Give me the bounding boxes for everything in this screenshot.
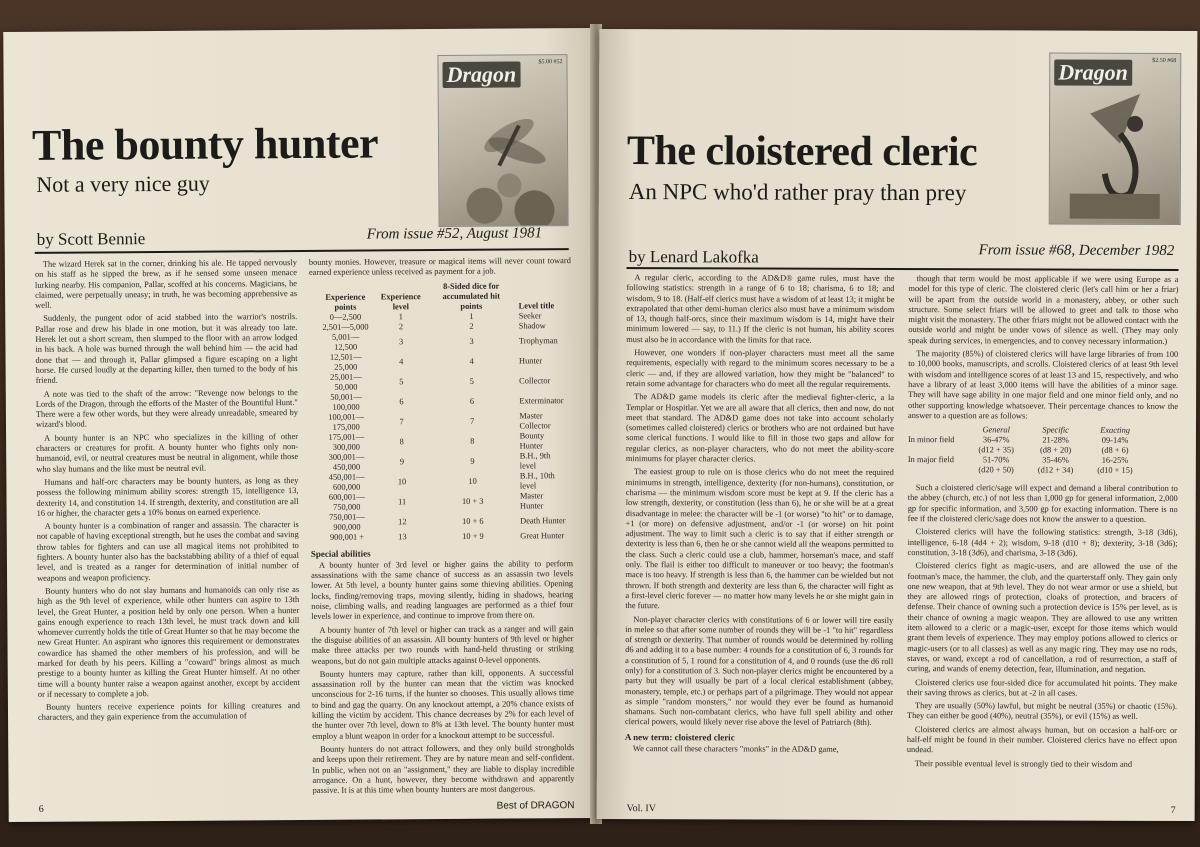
article-subtitle: An NPC who'd rather pray than prey — [628, 179, 967, 206]
sage-table-dice: (d20 + 50) — [978, 465, 1014, 475]
cloistered-cleric-paragraph: However, one wonders if non-player characters must meet all the same requirements, especially with regard to the minimum scores necessary to be a cleric — and, if they are allowed variation, how they might be "balanced" to retain some advantage for characters who do meet all the regular requirements. — [626, 348, 895, 389]
xp-table-header: 8-Sided dice for accumulated hit points — [442, 281, 501, 311]
bounty-hunter-paragraph: Bounty hunters receive experience points for killing creatures and characters, and they gain experience from the accumulation of — [38, 701, 300, 723]
bounty-hunter-paragraph: A note was tied to the shaft of the arrow: "Revenge now belongs to the Lords of the Dragon, through the efforts of the Master of the Bountiful Hunt." There were a few other words, but they were already unreadable, smeared by wizard's blood. — [35, 387, 298, 430]
xp-table-cell: 25,001—50,000 — [330, 372, 362, 392]
xp-table-row — [317, 331, 571, 353]
sage-table-header: Exacting — [1100, 425, 1131, 435]
source-note: From issue #52, August 1981 — [366, 225, 543, 243]
xp-table-cell: 900,001 + — [329, 532, 365, 542]
byline: by Lenard Lakofka — [628, 247, 759, 267]
cloistered-cleric-paragraph: though that term would be most applicable if we were using Europe as a model for this type of cleric. The cloistered cleric (let's call him or her a friar) will be apart from the outside world in a monastery, abbey, or other such structure. Some select friars will be allowed to greet and talk to those who might visit the monastery. The other friars might not be allowed contact with the outside world and might be under vows of silence as well. (They may only speak during services, in emergencies, and to convey necessary information.) — [908, 274, 1179, 346]
xp-table-row — [319, 511, 573, 533]
xp-table-cell: 175,001—300,000 — [328, 432, 365, 452]
article-subtitle: Not a very nice guy — [36, 170, 210, 197]
sage-table-cell: 36-47% — [982, 435, 1010, 445]
sage-table-dice: (d12 + 34) — [1037, 465, 1074, 475]
xp-table-cell: 1 — [469, 311, 474, 321]
xp-table-cell: 9 — [399, 456, 405, 466]
cloistered-cleric-paragraph: Such a cloistered cleric/sage will expect and demand a liberal contribution to the abbey (church, etc.) of not less than 1,000 gp for general information, 2,000 gp for specific information, and 3,500 gp for exacting information. There is no fee if the cloistered cleric/sage does not know the answer to a question. — [907, 483, 1178, 524]
sage-table-dice: (d8 + 6) — [1101, 445, 1129, 455]
xp-table-cell: 2 — [398, 321, 404, 331]
sage-table-header: General — [982, 425, 1010, 435]
xp-table-cell: 11 — [398, 496, 407, 506]
volume-label: Vol. IV — [626, 803, 656, 815]
xp-table-row — [318, 411, 572, 433]
xp-table-cell: 10 — [397, 476, 407, 486]
cloistered-cleric-paragraph: Cloistered clerics will have the following statistics: strength, 3-18 (3d6), intelligence, 6-18 (4d4 + 2); wisdom, 9-18 (d10 + 8); dexterity, 3-18 (3d6); constitution, 3-18 (3d6), and charisma, 3-18 (3d6). — [907, 527, 1178, 558]
xp-table-cell: 10 — [468, 476, 477, 486]
xp-table-cell: Great Hunter — [520, 530, 565, 541]
right-column-1 — [625, 273, 895, 804]
xp-table-cell: 9 — [470, 456, 475, 466]
xp-table-cell: 12 — [398, 516, 407, 526]
xp-table-cell: 8 — [470, 436, 475, 446]
xp-table-cell: Exterminator — [519, 395, 564, 406]
xp-table-header: Experience points — [325, 292, 366, 312]
special-abilities-heading: Special abilities — [310, 548, 371, 559]
sage-table-row — [908, 435, 1145, 446]
xp-table — [317, 281, 573, 543]
folio-title: Best of DRAGON — [496, 800, 575, 812]
xp-table-cell: Master Hunter — [519, 490, 544, 511]
xp-table-cell: 6 — [399, 396, 404, 406]
special-abilities-paragraph: A bounty hunter of 3rd level or higher gains the ability to perform assassinations with the same chance of success as an assassin two levels lower. At 5th level, a bounty hunter gains some thieving abilities. Opening locks, finding/removing traps, moving silently, hiding in shadows, hearing noise, climbing walls, and reading languages are performed as a thief four levels lower in experience, and continue to improve from there on. — [311, 558, 574, 622]
xp-table-cell: 8 — [399, 436, 404, 446]
xp-table-header: Experience level — [380, 291, 421, 311]
xp-table-cell: 450,001—600,000 — [328, 472, 365, 492]
special-abilities-paragraph: Bounty hunters do not attract followers, and they only build strongholds and keeps upon their retirement. They are by nature mean and self-confident. In public, when not on an "assignment," they are liable to display incredible arrogance. On a hunt, however, they become withdrawn and apparently passive. It is at this time when bounty hunters are most dangerous. — [312, 743, 575, 796]
sage-table-cell: 21-28% — [1042, 435, 1069, 445]
xp-table-row — [318, 471, 572, 493]
sage-table-dice-row — [908, 465, 1145, 476]
sage-table-dice: (d8 + 20) — [1039, 445, 1072, 455]
xp-table-cell: Shadow — [518, 320, 546, 331]
left-column-2 — [309, 256, 575, 800]
sage-table-dice: (d10 + 15) — [1097, 465, 1133, 475]
cover-price: $2.50 #68 — [1152, 57, 1177, 64]
xp-table-cell: 1 — [398, 311, 404, 321]
xp-table-cell: 6 — [469, 396, 475, 406]
cloistered-cleric-paragraph: The majority (85%) of cloistered clerics will have large libraries of from 100 to 10,000 books, manuscripts, and scrolls. Cloistered clerics of at least 9th level with wisdom and intelligence scores of at least 13 and 15, respectively, and who have a library of at least 3,000 items will have the abilities of a minor sage. They will have sage ability in one major field and one minor field only, and no other supporting knowledge whatsoever. Their percentage chances to know the answer to a question are as follows: — [908, 349, 1179, 421]
cover-logo: Dragon — [1054, 60, 1132, 86]
cloistered-cleric-paragraph: Non-player character clerics with constitutions of 6 or lower will tire easily in melee so that after some number of rounds they will be -1 "to hit" regardless of strength or dexterity. That number of rounds would be determined by rolling d6 and adding it to a base number: 4 rounds for a constitution of 6, 3 rounds for a constitution of 5, 1 round for a constitution of 4, and 0 rounds (use the d6 roll only) for a constitution of 3. Such non-player clerics might be encountered by a party but they will usually be part of a local clerical establishment (abbey, monastery, temple, etc.) or perhaps part of a pilgrimage. They would not appear as simple "random monsters," nor would they ever be found as humanoid shamans. Such non-combatant clerics, who have full spell ability and other clerical powers, would likely never rise above the level of Patriarch (8th). — [624, 614, 894, 728]
dragon-illustration — [1050, 54, 1181, 224]
sage-table-cell: 16-25% — [1101, 455, 1129, 465]
xp-table-cell: B.H., 10th level — [519, 470, 555, 491]
header-rule — [627, 267, 1179, 271]
sage-table-cell: 51-70% — [982, 455, 1010, 465]
cloistered-cleric-paragraph: They are usually (50%) lawful, but might be neutral (35%) or chaotic (15%). They can either be good (40%), neutral (35%), or evil (15%) as well. — [906, 701, 1178, 722]
cloistered-cleric-paragraph: Cloistered clerics fight as magic-users, and are allowed the use of the footman's mace, the hammer, the club, and the quarterstaff only. They gain only one new weapon, that at 9th level. They do not wear armor or use a shield, but they are allowed rings of protection, cloaks of protection, and bracers of defense. Their chance of owning such a protection device is 15% per level, as is their chance of owning a magic weapon. They are allowed to use any written item allowed to a cleric or a magic-user, except for those items which would grant them levels of experience. They may employ potions allowed to clerics or magic-users (or to all classes) as well as any magic ring. They may use no rods, staves, or wand, except a rod of cancellation, a rod of resurrection, a staff of curing, and wands of enemy detection, fear, illumination, and negation. — [907, 561, 1178, 675]
xp-table-cell: 5,001—12,500 — [331, 332, 360, 352]
byline: by Scott Bennie — [36, 229, 146, 249]
sage-table-dice: (d12 + 35) — [978, 445, 1014, 455]
xp-table-cell: 0—2,500 — [329, 312, 362, 322]
left-column-1 — [35, 258, 301, 802]
xp-table-row — [318, 451, 572, 473]
xp-table-cell: 5 — [469, 376, 474, 386]
xp-table-cell: Trophyman — [518, 335, 558, 346]
xp-table-cell: 600,001—750,000 — [328, 492, 365, 512]
xp-table-cell: Master Collector — [519, 410, 551, 431]
xp-table-row — [317, 351, 571, 373]
special-abilities-paragraph: A bounty hunter of 7th level or higher can track as a ranger and will gain the disguise abilities of an assassin. All bounty hunters of 9th level or higher make three attacks per two rounds with hand-held thrusting or striking weapons, but do not gain multiple attacks against 0-level opponents. — [311, 623, 574, 666]
xp-table-cell: Hunter — [518, 355, 543, 366]
xp-table-cell: Seeker — [518, 310, 542, 321]
article-title: The bounty hunter — [31, 118, 379, 170]
xp-table-cell: 4 — [399, 356, 404, 366]
cloistered-cleric-paragraph: The easiest group to rule on is those clerics who do not meet the required minimums in strength, intelligence, dexterity (for non-humans), constitution, or charisma — the minimum wisdom score must be kept at 9. If the cleric has a low strength, dexterity, or constitution (less than 6), he or she will be at a great disadvantage in melee: the character will be -1 (or worse) "to hit" or to damage, +1 (or more) on defensive adjustment, and/or -1 (or worse) on hit point adjustment. The way to limit such a cleric is to say that if either strength or dexterity is less than 6, then he or she cannot wield all the weapons permitted to the class. Such a cleric could use a club, hammer, horseman's mace, and staff only. The flail is either too difficult to maneuver or too heavy; the footman's mace is too heavy. If strength is less than 6, the hammer can be wielded but not thrown. If both strength and dexterity are less than 6, the character will fight as a first-level cleric forever — no matter how many levels he or she might gain in the future. — [625, 467, 894, 611]
dragonfly-illustration — [438, 55, 567, 226]
bounty-hunter-paragraph: The wizard Herek sat in the corner, drinking his ale. He tapped nervously on his staff as he sipped the brew, as if he sensed some unseen menace lurking nearby. His companion, Pallar, scoffed at his concerns. Magicians, he claimed, were perpetually uneasy; in truth, he was becoming apprehensive as well. — [34, 258, 298, 311]
xp-table-cell: Bounty Hunter — [519, 430, 545, 451]
page-number: 7 — [1170, 804, 1176, 816]
xp-table-cell: 2 — [469, 321, 474, 331]
xp-table-cell: 300,001—450,000 — [328, 452, 365, 472]
sage-table-cell: 35-46% — [1042, 455, 1069, 465]
sage-table-label: In major field — [907, 455, 954, 465]
xp-table-cell: 10 + 3 — [461, 496, 484, 506]
xp-table-cell: 50,001—100,000 — [330, 392, 362, 412]
cloistered-cleric-paragraph: Cloistered clerics use four-sided dice for accumulated hit points. They make their saving throws as clerics, but at -2 in all cases. — [907, 677, 1178, 698]
sage-table-cell: 09-14% — [1101, 435, 1129, 445]
sage-table-row — [908, 455, 1145, 466]
special-abilities-paragraph: Bounty hunters may capture, rather than kill, opponents. A successful assassination roll by the hunter can mean that the victim was knocked unconscious for 2-16 turns, if the hunter so chooses. This usually allows time to bind and gag the quarry. On any knockout attempt, a 20% chance exists of killing the victim by accident. This chance decreases by 2% for each level of the hunter over 7th level, down to 8% at 13th level. The bounty hunter must employ a blunt weapon in order for a knockout attempt to be successful. — [311, 667, 575, 741]
cloistered-cleric-paragraph: A regular cleric, according to the AD&D® game rules, must have the following statistics: strength in a range of 6 to 18; charisma, 6 to 18; and wisdom, 9 to 18. (Half-elf clerics must have a wisdom of at least 13; it might be extrapolated that other demi-human clerics also must have a minimum wisdom of 13, though half-orcs, since their maximum wisdom is 14, might have their minimum lowered — say, to 11.) If the cleric is not human, his ability scores must also be in accordance with the limits for that race. — [626, 273, 895, 345]
xp-table-row — [318, 491, 572, 513]
xp-table-cell: 4 — [469, 356, 474, 366]
source-note: From issue #68, December 1982 — [978, 242, 1175, 259]
sage-chance-table — [908, 425, 1145, 476]
xp-table-cell: B.H., 9th level — [519, 450, 551, 471]
bounty-hunter-paragraph: A bounty hunter is an NPC who specializes in the killing of other characters or creatures for profit. A bounty hunter who fights only non-humanoid, evil, or neutral creatures must be neutral in alignment, while those who slay humans and the like must be neutral evil. — [36, 431, 299, 474]
xp-table-cell: 2,501—5,000 — [322, 322, 369, 332]
xp-table-cell: 12,501—25,000 — [329, 352, 362, 372]
cover-price: $5.00 #52 — [538, 59, 563, 66]
xp-table-cell: 10 + 6 — [462, 516, 484, 526]
cloistered-cleric-paragraph: The AD&D game models its cleric after the medieval fighter-cleric, a la Templar or Hospitlar. Yet we are all aware that all clerics, then and now, do not meet that standard. The AD&D game does not take into account scholarly (sometimes called cloistered) clerics or brothers who are not ordained but have some clerical functions. I would like to fill in those two gaps and allow for regular clerics, as non-player characters, who do not meet the ability-score minimums for player character clerics. — [625, 392, 895, 464]
cover-logo: Dragon — [442, 61, 520, 88]
xp-table-cell: Death Hunter — [520, 515, 566, 526]
xp-table-cell: 100,001—175,000 — [328, 412, 364, 432]
xp-table-cell: 10 + 9 — [462, 531, 484, 541]
xp-table-cell: 3 — [469, 336, 474, 346]
dragon-cover-68 — [1049, 53, 1182, 225]
xp-table-row — [318, 431, 572, 453]
right-column-2 — [907, 274, 1179, 805]
xp-table-cell: Collector — [519, 375, 551, 386]
page-number: 6 — [38, 803, 44, 815]
new-term-heading: A new term: cloistered cleric — [624, 731, 735, 743]
xp-table-cell: 5 — [399, 376, 404, 386]
bounty-hunter-paragraph: Bounty hunters who do not slay humans and humanoids can only rise as high as the 9th level of experience, while other hunters can aspire to 13th level, the Great Hunter, a position held by only one person. When a hunter gains enough experience to reach 13th level, he must track down and kill whomever currently holds the title of Great Hunter so that he may become the new Great Hunter. An aspirant who ignores this requirement or demonstrates cowardice has shamed the other members of his profession, and will be marked for death by his peers. Killing a "coward" brings almost as much prestige to a bounty hunter as killing the Great Hunter himself. At no other time will a bounty hunter raise a weapon against another, except by accident or if necessary to complete a job. — [37, 584, 300, 699]
xp-table-cell: 7 — [470, 416, 475, 426]
bounty-hunter-paragraph: A bounty hunter is a combination of ranger and assassin. The character is not capable of having exceptional strength, but he uses the combat and saving throw tables for fighters and can use all magical items not prohibited to fighters. A bounty hunter also has the backstabbing ability of a thief of equal level, and is treated as a ranger for determination of initial number of weapons and weapon proficiency. — [36, 520, 300, 583]
dragon-cover-52 — [437, 54, 568, 227]
xp-table-header: Level title — [518, 300, 555, 311]
xp-table-row — [319, 531, 573, 543]
xp-table-cell: 13 — [398, 531, 407, 541]
xp-table-cell: 3 — [398, 336, 404, 346]
bounty-hunter-paragraph: Suddenly, the pungent odor of acid stabbed into the warrior's nostrils. Pallar rose and drew his blade in one motion, but it was already too late. Herek let out a short scream, then slumped to the floor with an arrow lodged in his back. A hole was burned through the wall behind him — the acid had done that — and through it, Pallar glimpsed a figure escaping on a light horse. He cursed loudly at the departing killer, then turned to the body of his friend. — [35, 312, 298, 386]
left-page — [3, 28, 597, 822]
article-title: The cloistered cleric — [626, 128, 978, 176]
xp-table-cell: 7 — [399, 416, 404, 426]
bounty-hunter-paragraph: Humans and half-orc characters may be bounty hunters, as long as they possess the following minimum ability scores: strength 15, intelligence 13, dexterity 14, and constitution 14. If strength, dexterity, and constitution are all 16 or higher, the character gets a 10% bonus on earned experience. — [36, 475, 299, 518]
cloistered-cleric-paragraph: Cloistered clerics are almost always human, but on occasion a half-orc or half-elf might be found in their number. Cloistered clerics have no effect upon undead. — [906, 724, 1177, 755]
cloistered-cleric-paragraph: Their possible eventual level is strongly tied to their wisdom and — [914, 758, 1133, 769]
sage-table-header: Specific — [1042, 425, 1069, 435]
xp-table-cell: 750,001—900,000 — [329, 512, 365, 532]
new-term-text: We cannot call these characters "monks" in the AD&D game, — [632, 744, 839, 754]
xp-table-row — [318, 371, 572, 393]
right-page — [597, 29, 1198, 821]
sage-table-label: In minor field — [907, 435, 955, 445]
xp-table-row — [318, 391, 572, 413]
col2-intro: bounty monies. However, treasure or magical items will never count toward earned experience unless received as payment for a job. — [308, 256, 571, 278]
